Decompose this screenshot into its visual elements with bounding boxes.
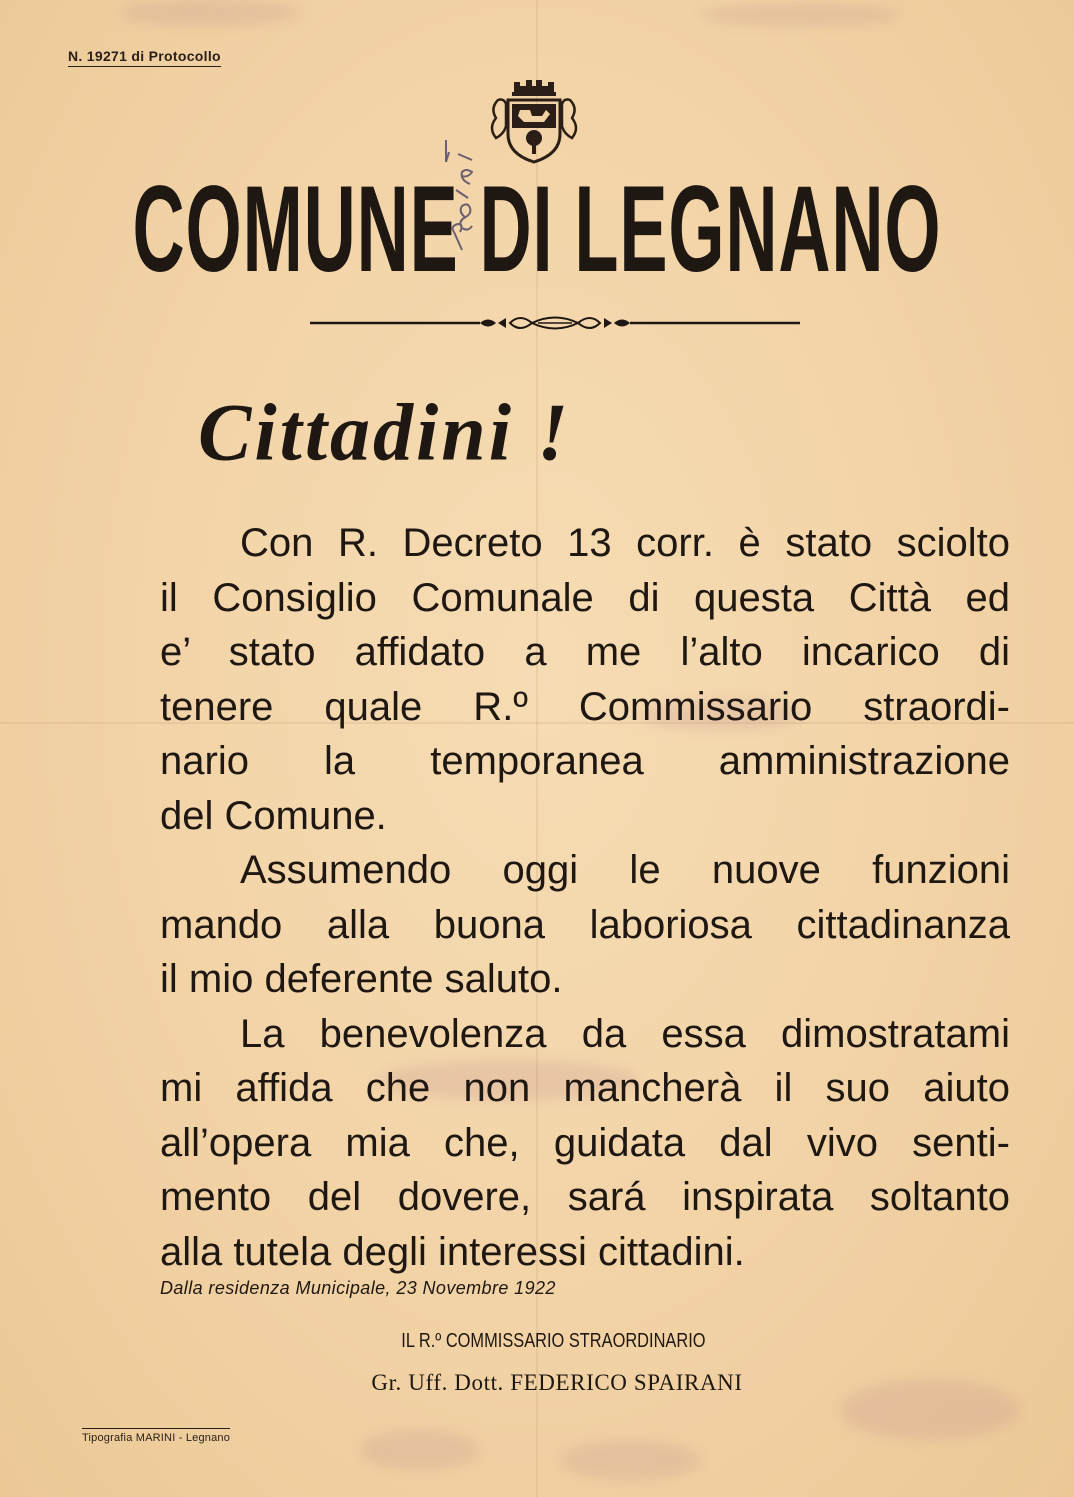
body-line: tenere quale R.º Commissario straordi- bbox=[160, 684, 1010, 729]
stain bbox=[120, 0, 300, 26]
body-line: nario la temporanea amministrazione bbox=[160, 739, 1010, 783]
signature-name: Gr. Uff. Dott. FEDERICO SPAIRANI bbox=[371, 1370, 743, 1395]
body-line: il mio deferente saluto. bbox=[160, 957, 563, 1001]
body-line: mi affida che non mancherà il suo aiuto bbox=[160, 1066, 1010, 1110]
stain bbox=[360, 1430, 480, 1470]
page-title: COMUNE DI LEGNANO bbox=[132, 161, 942, 298]
body-line: e’ stato affidato a me l’alto incarico di bbox=[160, 630, 1010, 674]
coat-of-arms-icon bbox=[484, 74, 584, 166]
body-line: del Comune. bbox=[160, 793, 387, 838]
body-line: La benevolenza da essa dimostratami bbox=[240, 1011, 1010, 1056]
body-line: mando alla buona laboriosa cittadinanza bbox=[160, 902, 1010, 947]
body-line: alla tutela degli interessi cittadini. bbox=[160, 1229, 745, 1274]
stain bbox=[560, 1440, 700, 1480]
body-line: Assumendo oggi le nuove funzioni bbox=[240, 848, 1010, 892]
paragraph bbox=[80, 843, 1010, 1007]
ornamental-divider-icon bbox=[310, 310, 800, 336]
body-line: mento del dovere, sará inspirata soltanto bbox=[160, 1175, 1010, 1219]
body-line: all’opera mia che, guidata dal vivo senti- bbox=[160, 1120, 1010, 1165]
protocol-number: N. 19271 di Protocollo bbox=[68, 48, 221, 67]
body-line: Con R. Decreto 13 corr. è stato sciolto bbox=[240, 521, 1010, 565]
body-line: il Consiglio Comunale di questa Città ed bbox=[160, 575, 1010, 620]
paragraph bbox=[80, 516, 1010, 843]
paragraph bbox=[80, 1007, 1010, 1280]
greeting-heading: Cittadini ! bbox=[198, 388, 572, 478]
signature-title: IL R.º COMMISSARIO STRAORDINARIO bbox=[401, 1330, 706, 1352]
proclamation-body bbox=[80, 516, 1010, 1279]
date-line: Dalla residenza Municipale, 23 Novembre 1922 bbox=[160, 1278, 556, 1298]
stain bbox=[700, 4, 900, 26]
printer-credit: Tipografia MARINI - Legnano bbox=[82, 1428, 230, 1444]
